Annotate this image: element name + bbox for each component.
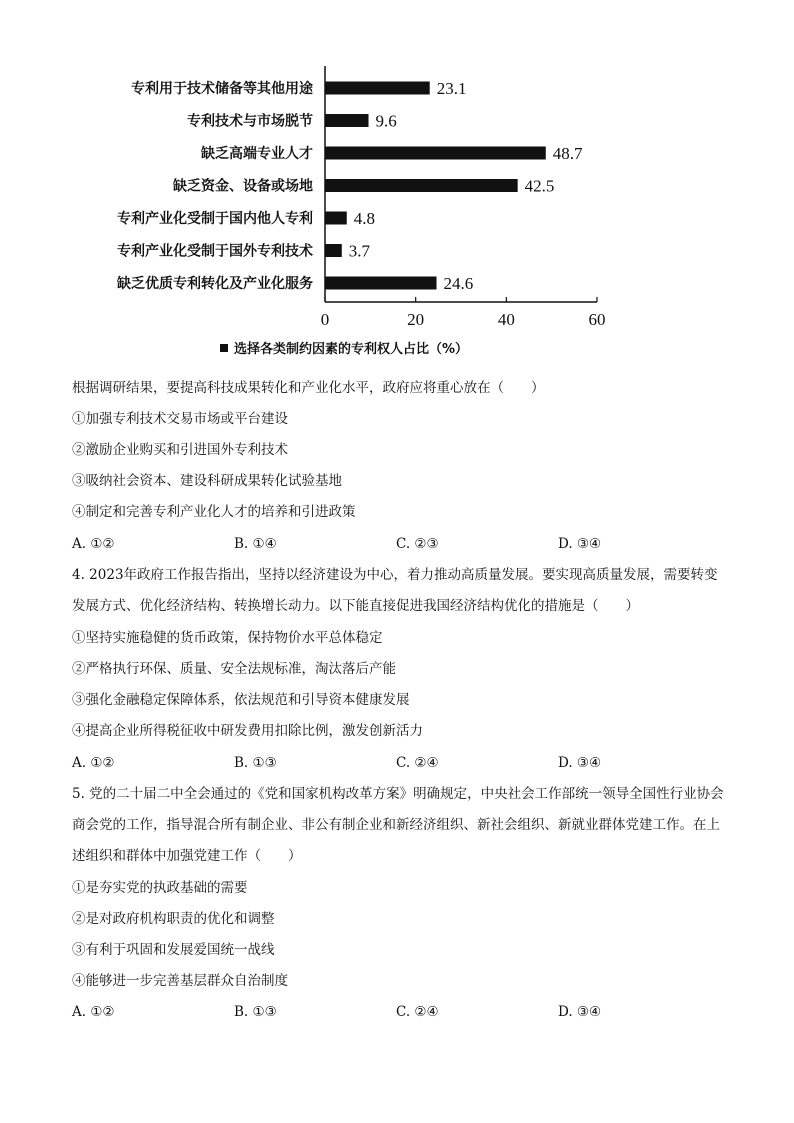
q4-item-1: ①坚持实施稳健的货币政策，保持物价水平总体稳定 — [72, 630, 383, 646]
bar — [325, 114, 369, 127]
q3-item-3: ③吸纳社会资本、建设科研成果转化试验基地 — [72, 473, 342, 489]
q4-item-3: ③强化金融稳定保障体系，依法规范和引导资本健康发展 — [72, 692, 410, 708]
chart-legend — [220, 338, 468, 357]
x-tick-label: 40 — [497, 310, 515, 329]
q4-option-d: D. ③④ — [558, 755, 602, 771]
data-label: 3.7 — [348, 241, 371, 261]
q4-stem: 4. 2023年政府工作报告指出，坚持以经济建设为中心，着力推动高质量发展。要实现高质量发展，需要转变发展方式、优化经济结构、转换增长动力。以下能直接促进我国经济结构优化的措施是（ ） — [72, 567, 718, 614]
x-tick-label: 20 — [407, 310, 425, 329]
data-label: 4.8 — [353, 209, 376, 228]
q5-item-3: ③有利于巩固和发展爱国统一战线 — [72, 942, 275, 958]
q5-stem: 5. 党的二十届二中全会通过的《党和国家机构改革方案》明确规定，中央社会工作部统一领导全国性行业协会商会党的工作，指导混合所有制企业、非公有制企业和新经济组织、新社会组织、新就业群体党建工作。在上述组织和群体中加强党建工作（ ） — [72, 786, 724, 864]
q4-option-b: B. ①③ — [234, 755, 277, 771]
q5-option-d: D. ③④ — [558, 1004, 602, 1020]
category-label: 缺乏高端专业人才 — [201, 146, 313, 162]
data-label: 48.7 — [552, 144, 583, 163]
bar-chart — [0, 60, 794, 335]
bar — [325, 244, 342, 257]
q3-option-c: C. ②③ — [396, 536, 439, 552]
legend-text: 选择各类制约因素的专利权人占比（%） — [234, 342, 469, 357]
q4-option-a: A. ①② — [72, 755, 115, 771]
bar — [325, 277, 437, 290]
q3-stem: 根据调研结果，要提高科技成果转化和产业化水平，政府应将重心放在（ ） — [72, 380, 545, 396]
bar — [325, 147, 546, 160]
q4-item-2: ②严格执行环保、质量、安全法规标准，淘汰落后产能 — [72, 661, 396, 677]
q5-item-4: ④能够进一步完善基层群众自治制度 — [72, 973, 288, 989]
q5-option-c: C. ②④ — [396, 1004, 439, 1020]
data-label: 9.6 — [375, 111, 397, 131]
q3-item-2: ②激励企业购买和引进国外专利技术 — [72, 442, 288, 458]
q3-item-4: ④制定和完善专利产业化人才的培养和引进政策 — [72, 504, 356, 520]
legend-square-icon — [220, 344, 228, 352]
bar — [325, 179, 518, 192]
data-label: 24.6 — [443, 274, 474, 293]
q5-item-2: ②是对政府机构职责的优化和调整 — [72, 911, 275, 927]
q5-option-a: A. ①② — [72, 1004, 115, 1020]
category-label: 专利用于技术储备等其他用途 — [131, 81, 313, 97]
q4-item-4: ④提高企业所得税征收中研发费用扣除比例，激发创新活力 — [72, 723, 423, 739]
bar — [325, 82, 430, 95]
q5-item-1: ①是夯实党的执政基础的需要 — [72, 880, 248, 896]
category-label: 缺乏优质专利转化及产业化服务 — [117, 276, 313, 292]
data-label: 42.5 — [524, 176, 555, 196]
q3-option-d: D. ③④ — [558, 536, 602, 552]
q3-option-a: A. ①② — [72, 536, 115, 552]
q5-option-b: B. ①③ — [234, 1004, 277, 1020]
category-label: 专利技术与市场脱节 — [187, 113, 313, 130]
q3-item-1: ①加强专利技术交易市场或平台建设 — [72, 411, 288, 427]
q4-option-c: C. ②④ — [396, 755, 439, 771]
bar — [325, 212, 347, 225]
x-tick-label: 60 — [588, 310, 606, 329]
category-label: 专利产业化受制于国内他人专利 — [117, 211, 313, 227]
data-label: 23.1 — [436, 79, 467, 98]
category-label: 专利产业化受制于国外专利技术 — [117, 243, 313, 260]
x-tick-label: 0 — [320, 310, 330, 329]
q3-option-b: B. ①④ — [234, 536, 277, 552]
category-label: 缺乏资金、设备或场地 — [173, 178, 313, 195]
